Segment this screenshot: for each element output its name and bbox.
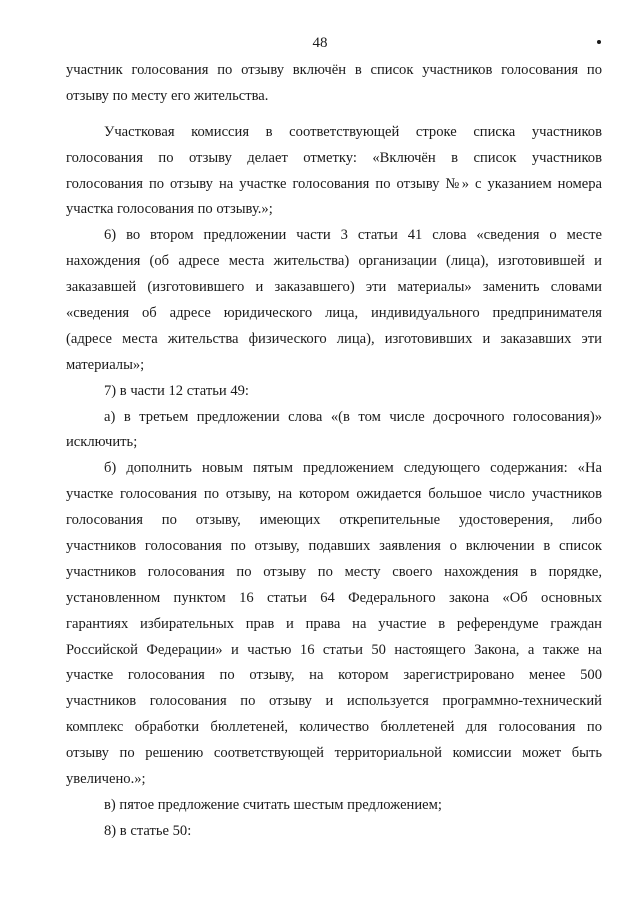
paragraph-first-line: б) дополнить новым пятым предложением следующего содержания: «На <box>104 460 602 477</box>
document-body <box>66 58 602 845</box>
text-line: участка голосования по отзыву.»; <box>66 201 273 218</box>
text-line: отзыву по решению соответствующей территориальной комиссии может быть <box>66 745 602 762</box>
text-line: комплекс обработки бюллетеней, количество бюллетеней для голосования по <box>66 719 602 736</box>
text-line: участников голосования по отзыву, подавших заявления о включении в список <box>66 538 602 555</box>
text-line: гарантиях избирательных прав и права на участие в референдуме граждан <box>66 615 602 632</box>
text-line: участников голосования по отзыву и используется программно-технический <box>66 693 602 710</box>
paragraph-first-line: в) пятое предложение считать шестым предложением; <box>104 796 442 813</box>
text-line: исключить; <box>66 434 138 451</box>
paragraph-first-line: 6) во втором предложении части 3 статьи 41 слова «сведения о месте <box>104 227 602 244</box>
page-number: 48 <box>312 35 328 51</box>
text-line: установленном пунктом 16 статьи 64 Федерального закона «Об основных <box>66 589 602 606</box>
text-line: голосования по отзыву на участке голосования по отзыву №» с указанием номера <box>66 175 602 192</box>
text-line: участке голосования по отзыву, на котором ожидается большое число участников <box>66 486 602 503</box>
text-line: отзыву по месту его жительства. <box>66 87 269 104</box>
paragraph-first-line: 7) в части 12 статьи 49: <box>104 382 249 399</box>
text-line: голосования по отзыву делает отметку: «Включён в список участников <box>66 149 602 166</box>
text-line: участник голосования по отзыву включён в список участников голосования по <box>66 62 602 78</box>
text-line: участке голосования по отзыву, на котором зарегистрировано менее 500 <box>66 667 602 684</box>
paragraph-first-line: 8) в статье 50: <box>104 822 192 839</box>
scan-artifact-dot <box>597 40 601 44</box>
text-line: голосования по отзыву, имеющих открепительные удостоверения, либо <box>66 512 602 529</box>
paragraph-first-line: Участковая комиссия в соответствующей строке списка участников <box>104 123 602 140</box>
paragraph-first-line: а) в третьем предложении слова «(в том числе досрочного голосования)» <box>104 408 602 425</box>
text-line: участников голосования по отзыву по месту своего нахождения в порядке, <box>66 563 602 580</box>
text-line: (адресе места жительства физического лица), изготовивших и заказавших эти <box>66 330 602 347</box>
text-line: «сведения об адресе юридического лица, индивидуального предпринимателя <box>66 305 602 322</box>
text-line: нахождения (об адресе места жительства) организации (лица), изготовившей и <box>66 253 602 270</box>
text-line: Российской Федерации» и частью 16 статьи 50 настоящего Закона, а также на <box>66 641 602 658</box>
text-line: материалы»; <box>66 356 145 373</box>
text-line: заказавшей (изготовившего и заказавшего) эти материалы» заменить словами <box>66 279 602 296</box>
text-line: увеличено.»; <box>66 771 146 788</box>
